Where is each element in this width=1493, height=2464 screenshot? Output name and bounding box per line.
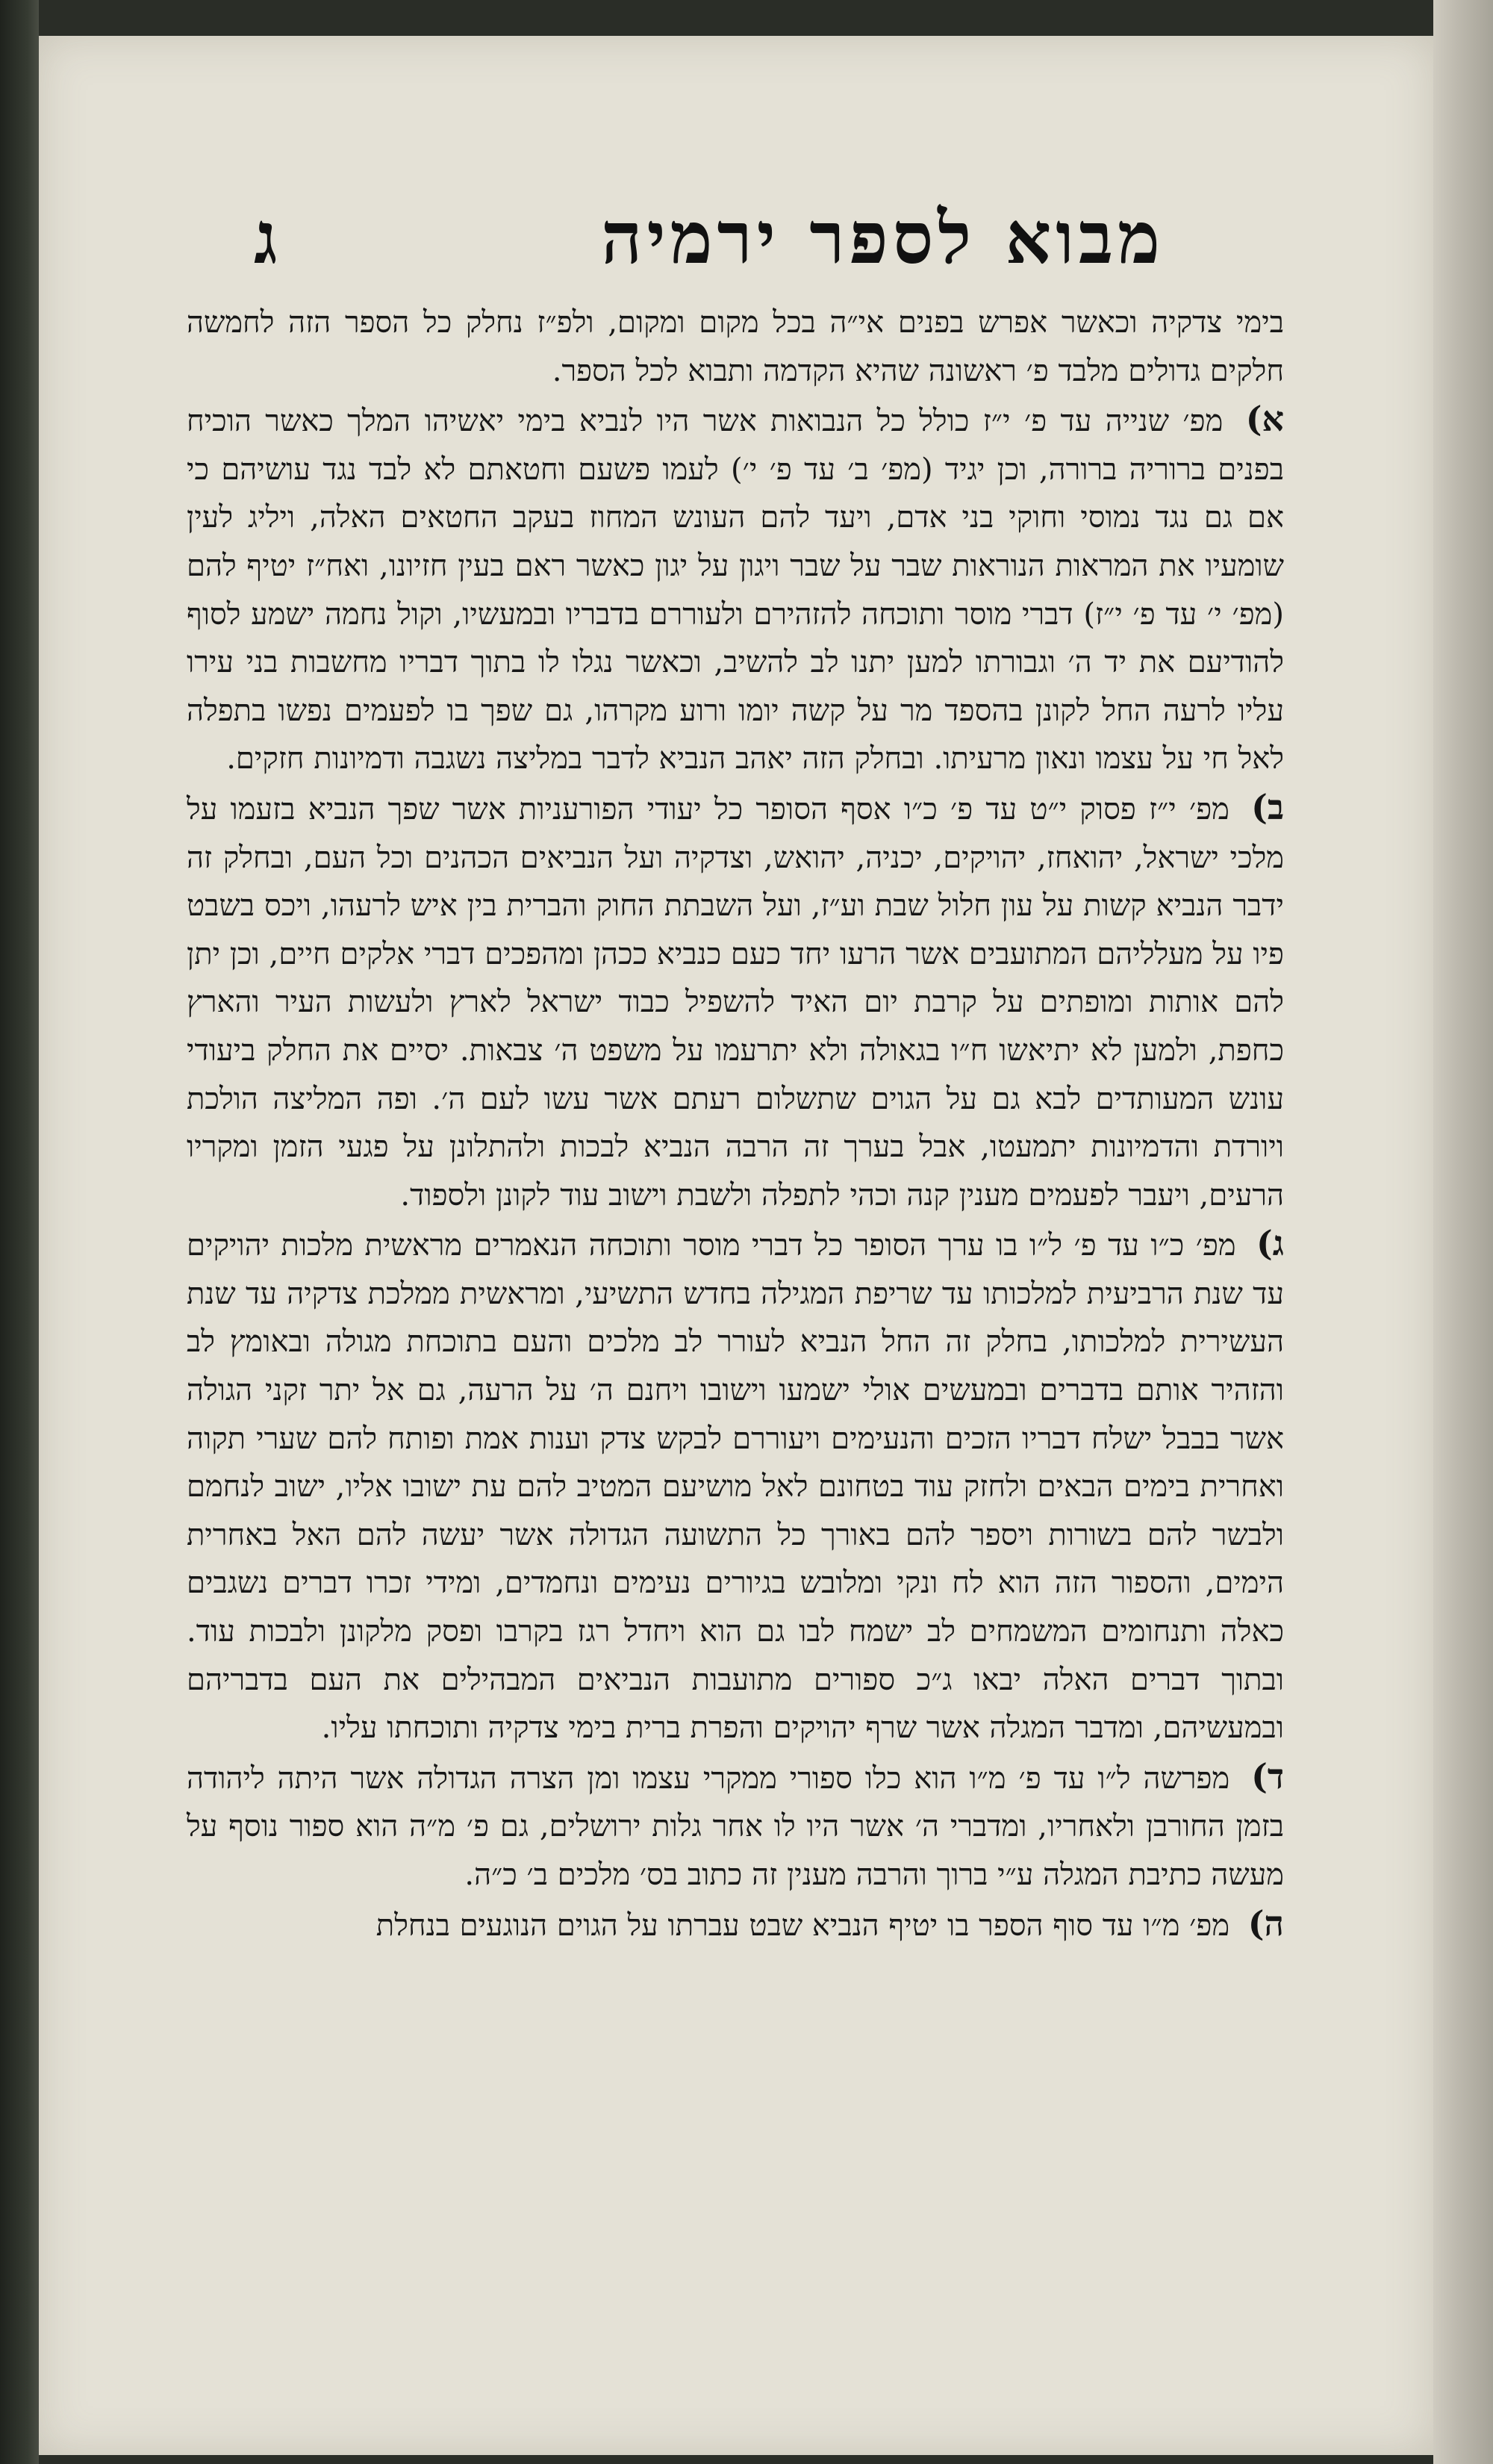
- paragraph-section-1: [187, 395, 1284, 783]
- paragraph-section-5: [187, 1900, 1284, 1950]
- paragraph-section-2: [187, 783, 1284, 1219]
- section-label: א): [1245, 399, 1284, 440]
- book-binding-edge: [0, 0, 39, 2464]
- paragraph-text: מפ׳ כ״ו עד פ׳ ל״ו בו ערך הסופר כל דברי מוסר ותוכחה הנאמרים מראשית מלכות יהויקים עד שנת הרביעית למלכותו עד שריפת המגילה בחדש התשיעי, ומראשית ממלכת צדקיה עד שנת העשירית למלכותו, בחלק זה החל הנביא לעורר לב מלכים והעם בתוכחת מגולה ובאומץ לב והזהיר אותם בדברים ובמעשים אולי ישמעו וישובו ויחנם ה׳ על הרעה, גם אל יתר זקני הגולה אשר בבבל ישלח דבריו הזכים והנעימים ויעוררם לבקש צדק וענות אמת ופותח להם שערי תקוה ואחרית בימים הבאים ולחזק עוד בטחונם לאל מושיעם המטיב להם עת ישובו אליו, ישוב לנחמם ולבשר להם בשורות ויספר להם באורך כל התשועה הגדולה אשר יעשה להם האל באחרית הימים, והספור הזה הוא לח ונקי ומלובש בגיורים נעימים ונחמדים, ומידי זכרו דברים נשגבים כאלה ותנחומים המשמחים לב ישמח לבו גם הוא ויחדל רגז בקרבו ופסק מלקונן ולבכות עוד. ובתוך דברים האלה יבאו ג״כ ספורים מתועבות הנביאים המבהילים את העם בדבריהם ובמעשיהם, ומדבר המגלה אשר שרף יהויקים והפרת ברית בימי צדקיה ותוכחתו עליו.: [187, 1228, 1284, 1746]
- page-header: [187, 196, 1277, 300]
- paragraph-text: מפ׳ מ״ו עד סוף הספר בו יטיף הנביא שבט עברתו על הגוים הנוגעים בנחלת: [375, 1908, 1230, 1943]
- section-label: ד): [1251, 1755, 1284, 1796]
- paragraph-section-3: [187, 1219, 1284, 1752]
- section-label: ג): [1256, 1223, 1284, 1264]
- section-label: ב): [1251, 786, 1285, 827]
- page-title: מבוא לספר ירמיה: [601, 196, 1165, 280]
- section-label: ה): [1247, 1903, 1284, 1944]
- paragraph-text: מפ׳ י״ז פסוק י״ט עד פ׳ כ״ו אסף הסופר כל יעודי הפורעניות אשר שפך הנביא בזעמו על מלכי ישראל, יהואחז, יהויקים, יכניה, יהואש, וצדקיה ועל הנביאים הכהנים וכל העם, ובחלק זה ידבר הנביא קשות על עון חלול שבת וע״ז, ועל השבתת החוק והברית בין איש לרעהו, ויכס בשבט פיו על מעלליהם המתועבים אשר הרעו יחד כעם כנביא ככהן ומהפכים דברי אלקים חיים, וכן יתן להם אותות ומופתים על קרבת יום האיד להשפיל כבוד ישראל לארץ ולעשות העיר והארץ כחפת, ולמען לא יתיאשו ח״ו בגאולה ולא יתרעמו על משפט ה׳ צבאות. יסיים את החלק ביעודי עונש המעותדים לבא גם על הגוים שתשלום רעתם אשר עשו לעם ה׳. ופה המליצה הולכת ויורדת והדמיונות יתמעטו, אבל בערך זה הרבה הנביא לבכות ולהתלונן על פגעי הזמן ומקריו הרעים, ויעבר לפעמים מענין קנה וכהי לתפלה ולשבת וישוב עוד לקונן ולספוד.: [187, 791, 1284, 1213]
- paragraph-text: מפרשה ל״ו עד פ׳ מ״ו הוא כלו ספורי ממקרי עצמו ומן הצרה הגדולה אשר היתה ליהודה בזמן החורבן ולאחריו, ומדברי ה׳ אשר היו לו אחר גלות ירושלים, גם פ׳ מ״ה הוא ספור נוסף על מעשה כתיבת המגלה ע״י ברוך והרבה מענין זה כתוב בס׳ מלכים ב׳ כ״ה.: [187, 1761, 1284, 1892]
- body-text: [187, 299, 1284, 2285]
- paragraph-section-4: [187, 1752, 1284, 1900]
- page-stack-edge: [1433, 0, 1493, 2464]
- paragraph-text: בימי צדקיה וכאשר אפרש בפנים אי״ה בכל מקום ומקום, ולפ״ז נחלק כל הספר הזה לחמשה חלקים גדולים מלבד פ׳ ראשונה שהיא הקדמה ותבוא לכל הספר.: [187, 305, 1284, 388]
- page-number: ג: [254, 196, 278, 280]
- paragraph-text: מפ׳ שנייה עד פ׳ י״ז כולל כל הנבואות אשר היו לנביא בימי יאשיהו המלך כאשר הוכיח בפנים ברוריה ברורה, וכן יגיד (מפ׳ ב׳ עד פ׳ י׳) לעמו פשעם וחטאתם לא לבד נגד עושיהם כי אם גם נגד נמוסי וחוקי בני אדם, ויעד להם העונש המחוז בעקב החטאים האלה, ויליג לעין שומעיו את המראות הנוראות שבר על שבר ויגון על יגון כאשר ראם בעין חזיונו, ואח״ז יטיף להם (מפ׳ י׳ עד פ׳ י״ז) דברי מוסר ותוכחה להזהירם ולעוררם בדבריו ובמעשיו, וקול נחמה ישמע לסוף להודיעם את יד ה׳ וגבורתו למען יתנו לב להשיב, וכאשר נגלו לו בתוך דבריו מחשבות בני עירו עליו לרעה החל לקונן בהספד מר על קשה יומו ורוע מקרהו, גם שפך בו לפעמים נפשו בתפלה לאל חי על עצמו ונאון מרעיתו. ובחלק הזה יאהב הנביא לדבר במליצה נשגבה ודמיונות חזקים.: [187, 404, 1284, 777]
- paragraph-intro: [187, 299, 1284, 395]
